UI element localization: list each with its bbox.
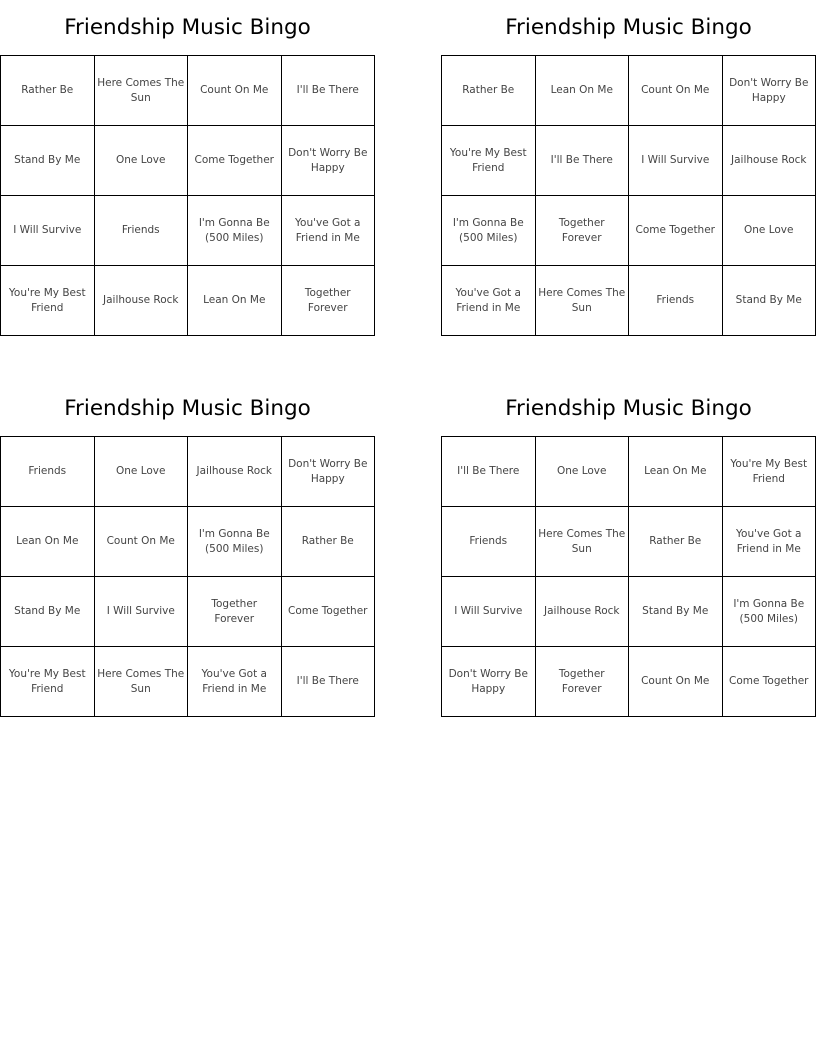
bingo-cell: Don't Worry Be Happy [442,647,536,717]
bingo-cell: I'm Gonna Be (500 Miles) [188,196,282,266]
bingo-cell: I'll Be There [282,56,376,126]
bingo-cell: Friends [629,266,723,336]
bingo-cell: I'm Gonna Be (500 Miles) [188,507,282,577]
bingo-card-1 [0,0,375,336]
bingo-cell: Lean On Me [188,266,282,336]
bingo-cell: One Love [95,437,189,507]
bingo-cell: I Will Survive [442,577,536,647]
bingo-cell: Jailhouse Rock [188,437,282,507]
bingo-cell: Don't Worry Be Happy [282,126,376,196]
bingo-cell: I'm Gonna Be (500 Miles) [723,577,816,647]
bingo-cell: Rather Be [442,56,536,126]
bingo-cell: Come Together [723,647,816,717]
bingo-cell: Come Together [188,126,282,196]
bingo-cell: You've Got a Friend in Me [188,647,282,717]
bingo-card-2 [441,0,816,336]
bingo-cell: Come Together [282,577,376,647]
bingo-cell: Stand By Me [1,126,95,196]
bingo-cell: Here Comes The Sun [536,266,630,336]
bingo-cell: I'm Gonna Be (500 Miles) [442,196,536,266]
bingo-cell: Count On Me [95,507,189,577]
bingo-cell: Here Comes The Sun [95,56,189,126]
bingo-cell: Jailhouse Rock [95,266,189,336]
bingo-cell: Don't Worry Be Happy [282,437,376,507]
bingo-cell: Together Forever [188,577,282,647]
bingo-cell: You've Got a Friend in Me [282,196,376,266]
bingo-cell: Together Forever [536,196,630,266]
bingo-cell: You're My Best Friend [1,647,95,717]
bingo-cell: You're My Best Friend [442,126,536,196]
bingo-cell: You've Got a Friend in Me [723,507,816,577]
bingo-cell: I'll Be There [282,647,376,717]
bingo-cell: I Will Survive [1,196,95,266]
bingo-cell: Rather Be [1,56,95,126]
bingo-cell: You've Got a Friend in Me [442,266,536,336]
bingo-cell: One Love [95,126,189,196]
bingo-cell: Together Forever [282,266,376,336]
bingo-cell: Count On Me [188,56,282,126]
card-title: Friendship Music Bingo [64,396,311,421]
bingo-cell: Friends [1,437,95,507]
bingo-grid [441,436,816,717]
bingo-cell: You're My Best Friend [1,266,95,336]
bingo-card-4 [441,381,816,717]
card-title: Friendship Music Bingo [505,396,752,421]
bingo-cell: Rather Be [282,507,376,577]
bingo-cell: Stand By Me [723,266,816,336]
bingo-cell: Here Comes The Sun [95,647,189,717]
bingo-cell: Here Comes The Sun [536,507,630,577]
bingo-cell: Count On Me [629,647,723,717]
bingo-cell: I'll Be There [536,126,630,196]
bingo-cell: Friends [442,507,536,577]
bingo-cell: Lean On Me [629,437,723,507]
bingo-cell: Come Together [629,196,723,266]
bingo-cell: You're My Best Friend [723,437,816,507]
bingo-cell: Rather Be [629,507,723,577]
card-title: Friendship Music Bingo [64,15,311,40]
bingo-cell: One Love [536,437,630,507]
bingo-grid [0,436,375,717]
bingo-cell: Jailhouse Rock [536,577,630,647]
bingo-cell: I Will Survive [95,577,189,647]
card-title: Friendship Music Bingo [505,15,752,40]
bingo-grid [441,55,816,336]
bingo-cell: Friends [95,196,189,266]
bingo-cell: Stand By Me [629,577,723,647]
bingo-cell: I Will Survive [629,126,723,196]
bingo-cell: I'll Be There [442,437,536,507]
bingo-cell: Lean On Me [1,507,95,577]
bingo-cell: Lean On Me [536,56,630,126]
bingo-cell: One Love [723,196,816,266]
bingo-cell: Jailhouse Rock [723,126,816,196]
bingo-cell: Count On Me [629,56,723,126]
bingo-cell: Together Forever [536,647,630,717]
bingo-cell: Don't Worry Be Happy [723,56,816,126]
bingo-card-3 [0,381,375,717]
bingo-grid [0,55,375,336]
bingo-cell: Stand By Me [1,577,95,647]
